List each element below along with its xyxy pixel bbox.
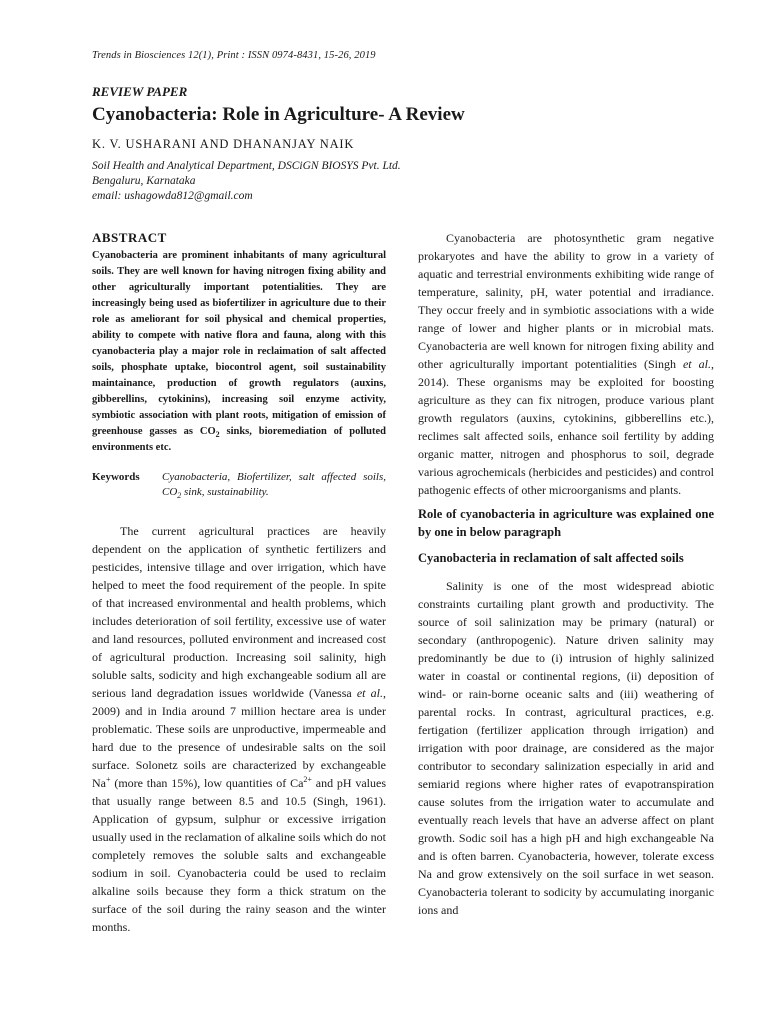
ca-superscript: 2+: [303, 775, 312, 784]
keywords-list: [162, 470, 386, 500]
overview-text-2: , 2014). These organisms may be exploited for boosting agriculture as they can fix nitrogen, produce various plant growth regulators (auxins, cytokinins, gibberellins etc.), reclimes salt affected soils, enhance soil fertility by adding organic matter, nitrogen and phosphorus to soil, degrade various agrochemicals (herbicides and pesticides) and control pathogenic effects of other microorganisms and plants.: [418, 357, 714, 497]
abstract-text: Cyanobacteria are prominent inhabitants of many agricultural soils. They are well known for having nitrogen fixing ability and other agriculturally important potentialities. They are increasingly being used as biofertilizer in agriculture due to their role as ameliorant for soil physical and chemical properties, ability to compete with native flora and fauna, along with this cyanobacteria play a major role in reclaimation of salt affected soils, phosphate uptake, biocontrol agent, soil sustainability maintainance, production of growth regulators (auxins, gibberellins, cytokinins), increasing soil enzyme activity, symbiotic association with plant roots, mitigation of emission of greenhouse gasses as CO: [92, 250, 386, 437]
cyanobacteria-overview-paragraph: [418, 229, 714, 499]
right-column: [418, 229, 714, 919]
keywords-text: Cyanobacteria, Biofertilizer, salt affected soils, CO: [162, 471, 386, 498]
affiliation-department: Soil Health and Analytical Department, DSCiGN BIOSYS Pvt. Ltd.: [92, 160, 401, 172]
paper-authors: K. V. USHARANI AND DHANANJAY NAIK: [92, 137, 355, 151]
left-column: [92, 229, 386, 936]
intro-text-4: and pH values that usually range between 8.5 and 10.5 (Singh, 1961). Application of gypsum, sulphur or excessive irrigation usually used in the reclamation of alkaline soils which do not completely removes the soluble salts and exchangeable sodium in soil. Cyanobacteria could be used to reclaim alkaline soils because they form a thick stratum on the surface of the soil during the rainy season and the winter months.: [92, 776, 386, 934]
paper-title: Cyanobacteria: Role in Agriculture- A Review: [92, 104, 465, 125]
salinity-paragraph: Salinity is one of the most widespread abiotic constraints curtailing plant growth and productivity. The source of soil salinization may be primary (natural) or secondary (anthropogenic). Nature driven salinity may predominantly be due to (i) intrusion of highly salinized water in coastal or continental regions, (ii) deposition of wind- or rain-borne oceanic salts and (iii) weathering of parental rocks. In contrast, agricultural practices, e.g. fertigation (fertilizer application through irrigation) and irrigation with poor drainage, are considered as the major contributor to secondary salinization especially in arid and semiarid regions where higher rates of evapotranspiration cause solutes from the irrigation water to accumulate and eventually reach levels that have an adverse affect on plant growth. Sodic soil has a high pH and high exchangeable Na and is often barren. Cyanobacteria, however, tolerate excess Na and grow extensively on the soil surface in wet season. Cyanobacteria tolerant to sodicity by accumulating inorganic ions and: [418, 579, 714, 917]
na-superscript: +: [106, 775, 111, 784]
intro-text-1: The current agricultural practices are heavily dependent on the application of synthetic fertilizers and pesticides, intensive tillage and over irrigation, which have helped to meet the food requirement of the people. In spite of that increased environmental and health problems, which includes deterioration of soil fertility, excessive use of water and land resources, polluted environment and increased cost of agricultural production. Increasing soil salinity, high soluble salts, sodicity and high exchangeable sodium all are serious land degradation issues worldwide (Vanessa: [92, 524, 386, 700]
intro-etal: et al.: [356, 686, 383, 700]
keywords-block: [92, 470, 386, 500]
journal-citation: Trends in Biosciences 12(1), Print : ISSN 0974-8431, 15-26, 2019: [92, 50, 376, 61]
intro-text-3: (more than 15%), low quantities of Ca: [110, 776, 304, 790]
keywords-label: Keywords: [92, 471, 140, 483]
abstract-heading: ABSTRACT: [92, 230, 167, 245]
paper-type-label: REVIEW PAPER: [92, 84, 188, 99]
overview-etal: et al.: [682, 357, 711, 371]
intro-text-2: , 2009) and in India around 7 million hectare area is under problematic. These soils are unproductive, impermeable and hard due to the presence of undesirable salts on the soil surface. Solonetz soils are characterized by exchangeable Na: [92, 686, 386, 790]
keywords-text-end: sink, sustainability.: [181, 486, 269, 498]
section-heading-salt-soils: Cyanobacteria in reclamation of salt affected soils: [418, 551, 684, 565]
affiliation-city: Bengaluru, Karnataka: [92, 175, 196, 187]
co2-subscript: 2: [215, 430, 220, 440]
intro-paragraph: [92, 522, 386, 936]
keywords-co2-subscript: 2: [177, 491, 182, 501]
abstract-text-end: sinks, bioremediation of polluted environments etc.: [92, 426, 386, 453]
overview-text-1: Cyanobacteria are photosynthetic gram negative prokaryotes and have the ability to grow in a variety of aquatic and terrestrial environments exhibiting wide range of temperature, salinity, pH, water potential and irradiance. They occur freely and in symbiotic associations with a wide range of lower and higher plants or in microbial mats. Cyanobacteria are well known for nitrogen fixing ability and other agriculturally important potentialities (Singh: [418, 231, 714, 371]
abstract-body: [92, 248, 386, 456]
affiliation-email[interactable]: email: ushagowda812@gmail.com: [92, 190, 253, 202]
section-heading-role: Role of cyanobacteria in agriculture was explained one by one in below paragraph: [418, 507, 714, 539]
affiliation-block: [92, 159, 401, 204]
